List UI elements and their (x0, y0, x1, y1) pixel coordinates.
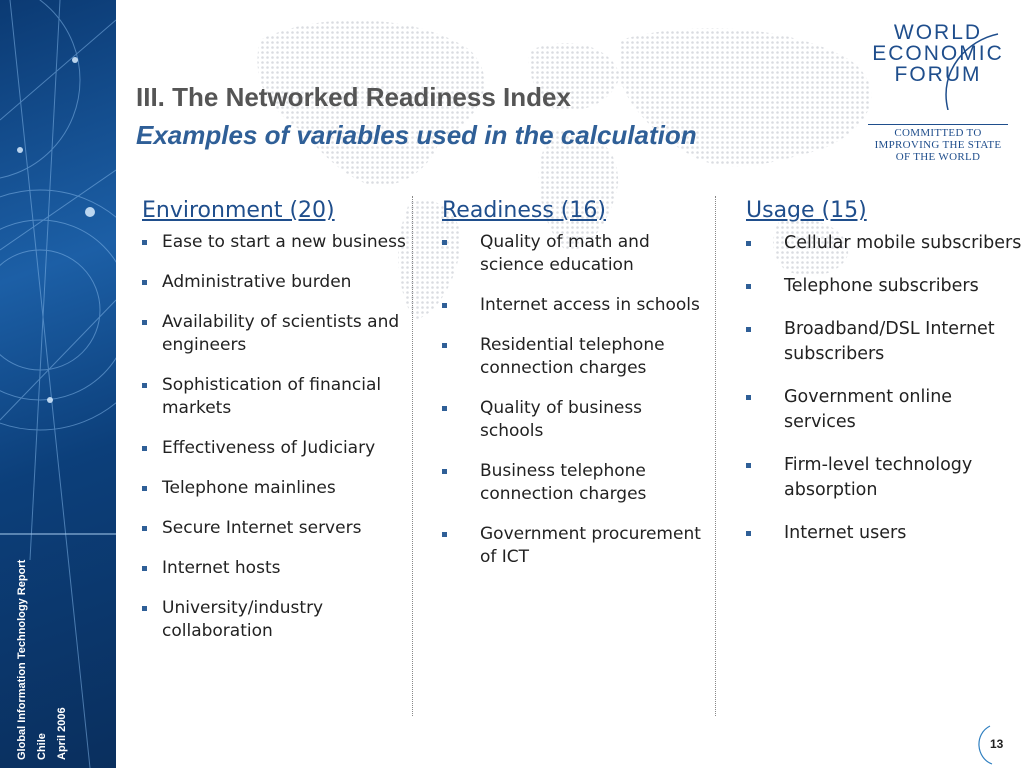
list-item-text: Internet access in schools (480, 295, 700, 315)
tagline-line-3: OF THE WORLD (895, 151, 981, 163)
list-item-text: Residential telephone connection charges (480, 335, 665, 378)
slide-subtitle: Examples of variables used in the calculation (136, 120, 697, 150)
tagline-line-1: COMMITTED TO (894, 127, 982, 139)
country-vertical: Chile (36, 733, 48, 760)
list-item (746, 274, 1024, 299)
bullet-icon (142, 320, 147, 325)
list-item-text: Government procurement of ICT (480, 524, 701, 567)
list-item (442, 397, 708, 443)
list-item-text: Cellular mobile subscribers (784, 233, 1022, 253)
slide-title: III. The Networked Readiness Index (136, 82, 571, 112)
list-item-text: Quality of business schools (480, 398, 643, 441)
list-item (442, 294, 708, 317)
list-item (142, 311, 408, 357)
list-item (142, 557, 408, 580)
list-item (442, 523, 708, 569)
bullet-icon (142, 240, 147, 245)
environment-column (142, 198, 408, 660)
column-divider (715, 196, 716, 716)
environment-list (142, 231, 408, 643)
readiness-column (442, 198, 708, 586)
usage-column (746, 198, 1024, 564)
list-item-text: Telephone subscribers (784, 276, 979, 296)
logo-tagline (868, 124, 1008, 163)
list-item-text: Secure Internet servers (162, 518, 362, 538)
list-item-text: University/industry collaboration (162, 598, 324, 641)
bullet-icon (142, 280, 147, 285)
bullet-icon (746, 395, 751, 400)
sidebar-vertical-text (14, 540, 74, 760)
list-item (442, 231, 708, 277)
list-item (746, 231, 1024, 256)
column-divider (412, 196, 413, 716)
list-item-text: Government online services (784, 387, 953, 432)
bullet-icon (142, 606, 147, 611)
bullet-icon (142, 446, 147, 451)
bullet-icon (142, 383, 147, 388)
list-item-text: Telephone mainlines (162, 478, 336, 498)
bullet-icon (746, 463, 751, 468)
bullet-icon (142, 566, 147, 571)
bullet-icon (442, 343, 447, 348)
list-item (442, 334, 708, 380)
report-title-vertical: Global Information Technology Report (16, 559, 28, 760)
list-item (142, 477, 408, 500)
environment-heading: Environment (20) (142, 198, 335, 223)
list-item-text: Quality of math and science education (480, 232, 650, 275)
bullet-icon (442, 532, 447, 537)
list-item (746, 317, 1024, 367)
list-item (142, 437, 408, 460)
bullet-icon (746, 531, 751, 536)
list-item-text: Effectiveness of Judiciary (162, 438, 376, 458)
list-item (142, 271, 408, 294)
bullet-icon (442, 240, 447, 245)
list-item (142, 231, 408, 254)
readiness-list (442, 231, 708, 569)
list-item (142, 517, 408, 540)
bullet-icon (746, 327, 751, 332)
list-item-text: Internet users (784, 523, 907, 543)
list-item-text: Availability of scientists and engineers (162, 312, 400, 355)
list-item-text: Business telephone connection charges (480, 461, 647, 504)
logo-word-1: WORLD (893, 21, 983, 44)
list-item (746, 453, 1024, 503)
bullet-icon (746, 284, 751, 289)
bullet-icon (746, 241, 751, 246)
bullet-icon (142, 526, 147, 531)
logo-word-3: FORUM (894, 63, 982, 86)
date-vertical: April 2006 (56, 707, 68, 760)
bullet-icon (442, 406, 447, 411)
list-item (746, 521, 1024, 546)
list-item-text: Administrative burden (162, 272, 352, 292)
readiness-heading: Readiness (16) (442, 198, 606, 223)
list-item (142, 374, 408, 420)
page-number: 13 (990, 737, 1004, 751)
list-item (442, 460, 708, 506)
sidebar-decoration (0, 0, 116, 768)
list-item-text: Internet hosts (162, 558, 281, 578)
wef-logo (868, 22, 1008, 104)
list-item-text: Ease to start a new business (162, 232, 406, 252)
bullet-icon (442, 469, 447, 474)
usage-heading: Usage (15) (746, 198, 867, 223)
bullet-icon (442, 303, 447, 308)
list-item-text: Sophistication of financial markets (162, 375, 382, 418)
list-item-text: Firm-level technology absorption (784, 455, 973, 500)
usage-list (746, 231, 1024, 546)
logo-word-2: ECONOMIC (872, 42, 1004, 65)
list-item-text: Broadband/DSL Internet subscribers (784, 319, 995, 364)
list-item (142, 597, 408, 643)
bullet-icon (142, 486, 147, 491)
tagline-line-2: IMPROVING THE STATE (874, 139, 1002, 151)
list-item (746, 385, 1024, 435)
